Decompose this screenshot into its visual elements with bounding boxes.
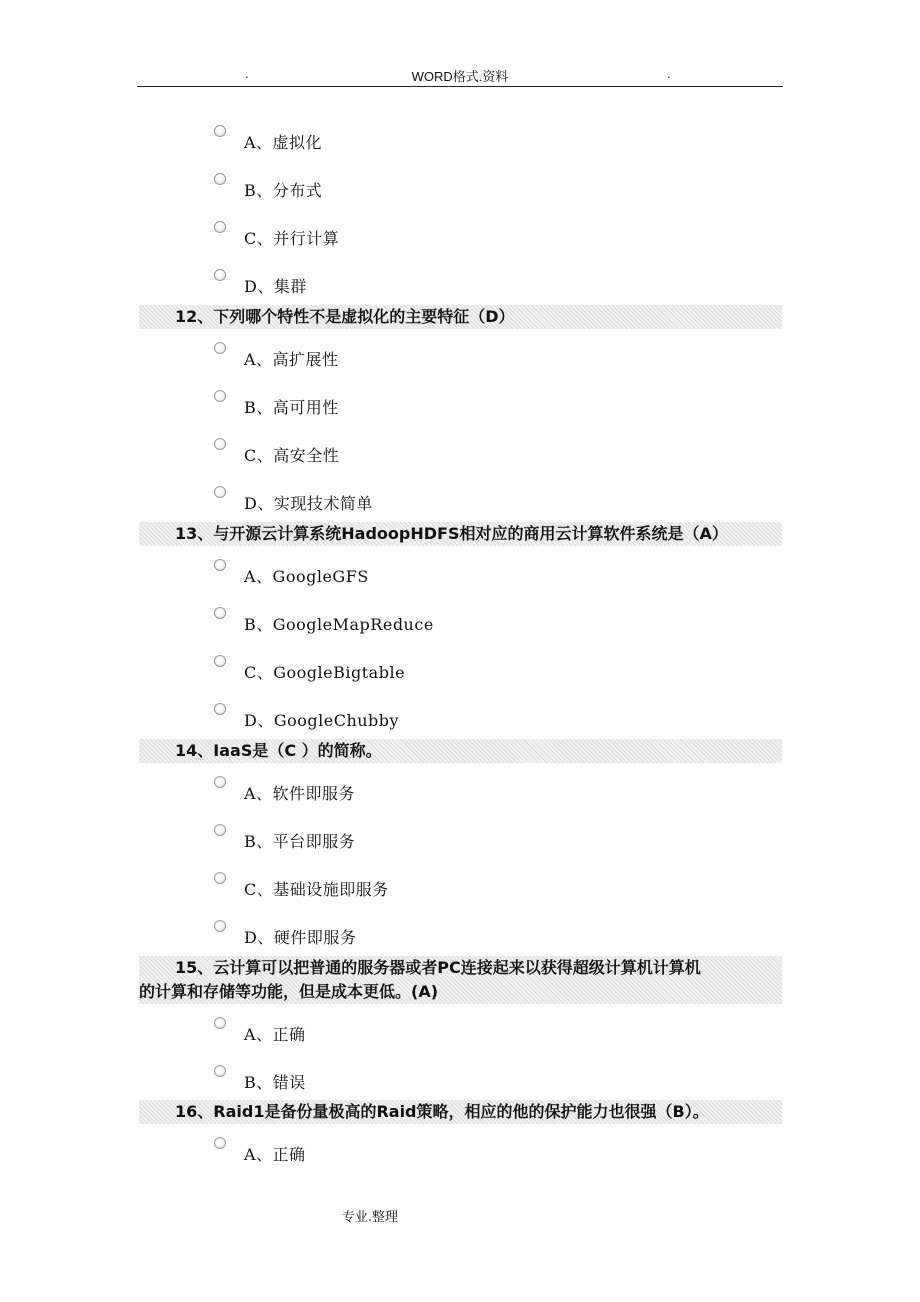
radio-icon[interactable] xyxy=(214,920,226,932)
radio-icon[interactable] xyxy=(214,1137,226,1149)
radio-icon[interactable] xyxy=(214,342,226,354)
q14-option-d[interactable] xyxy=(214,919,356,945)
question-13 xyxy=(139,522,782,546)
q11-option-a[interactable] xyxy=(214,124,322,150)
q12-option-b[interactable] xyxy=(214,389,339,415)
radio-icon[interactable] xyxy=(214,173,226,185)
option-label: D、GoogleChubby xyxy=(244,711,400,730)
q15-option-a[interactable] xyxy=(214,1016,306,1042)
option-label: A、高扩展性 xyxy=(244,350,339,369)
question-16 xyxy=(139,1100,782,1124)
question-text: 16、Raid1是备份量极高的Raid策略，相应的他的保护能力也很强（B）。 xyxy=(175,1102,709,1121)
q15-option-b[interactable] xyxy=(214,1064,306,1090)
option-label: A、GoogleGFS xyxy=(244,567,369,586)
q13-option-c[interactable] xyxy=(214,654,405,680)
option-label: D、硬件即服务 xyxy=(244,928,357,947)
radio-icon[interactable] xyxy=(214,486,226,498)
radio-icon[interactable] xyxy=(214,125,226,137)
option-label: C、基础设施即服务 xyxy=(244,880,389,899)
q13-option-b[interactable] xyxy=(214,606,434,632)
option-label: B、分布式 xyxy=(244,181,323,200)
option-label: C、GoogleBigtable xyxy=(244,663,406,682)
radio-icon[interactable] xyxy=(214,221,226,233)
question-12 xyxy=(139,305,782,329)
q14-option-a[interactable] xyxy=(214,775,355,801)
page-footer: 专业.整理 xyxy=(341,1210,399,1225)
q11-option-d[interactable] xyxy=(214,268,307,294)
radio-icon[interactable] xyxy=(214,655,226,667)
radio-icon[interactable] xyxy=(214,1017,226,1029)
q12-option-a[interactable] xyxy=(214,341,339,367)
q14-option-c[interactable] xyxy=(214,871,389,897)
option-label: A、虚拟化 xyxy=(244,133,323,152)
question-text: 14、IaaS是（C ）的简称。 xyxy=(175,741,382,760)
question-text: 13、与开源云计算系统HadoopHDFS相对应的商用云计算软件系统是（A） xyxy=(175,524,728,543)
option-label: B、GoogleMapReduce xyxy=(244,615,434,634)
radio-icon[interactable] xyxy=(214,703,226,715)
option-label: B、高可用性 xyxy=(244,398,339,417)
q13-option-a[interactable] xyxy=(214,558,369,584)
option-label: B、错误 xyxy=(244,1073,306,1092)
q11-option-c[interactable] xyxy=(214,220,339,246)
q16-option-a[interactable] xyxy=(214,1136,306,1162)
radio-icon[interactable] xyxy=(214,1065,226,1077)
option-label: A、软件即服务 xyxy=(244,784,356,803)
question-text: 12、下列哪个特性不是虚拟化的主要特征（D） xyxy=(175,307,515,326)
header-dot-right: . xyxy=(667,66,671,81)
radio-icon[interactable] xyxy=(214,438,226,450)
radio-icon[interactable] xyxy=(214,390,226,402)
option-label: B、平台即服务 xyxy=(244,832,356,851)
radio-icon[interactable] xyxy=(214,776,226,788)
q12-option-c[interactable] xyxy=(214,437,339,463)
radio-icon[interactable] xyxy=(214,872,226,884)
question-text-line-1: 15、云计算可以把普通的服务器或者PC连接起来以获得超级计算机计算机 xyxy=(175,958,701,977)
option-label: C、高安全性 xyxy=(244,446,340,465)
radio-icon[interactable] xyxy=(214,559,226,571)
question-14 xyxy=(139,739,782,763)
q12-option-d[interactable] xyxy=(214,485,373,511)
option-label: D、集群 xyxy=(244,277,307,296)
radio-icon[interactable] xyxy=(214,269,226,281)
radio-icon[interactable] xyxy=(214,607,226,619)
header-title: WORD格式.资料 xyxy=(411,69,509,84)
option-label: A、正确 xyxy=(244,1145,306,1164)
radio-icon[interactable] xyxy=(214,824,226,836)
q11-option-b[interactable] xyxy=(214,172,322,198)
q14-option-b[interactable] xyxy=(214,823,355,849)
question-15 xyxy=(139,956,782,1004)
option-label: A、正确 xyxy=(244,1025,306,1044)
option-label: D、实现技术简单 xyxy=(244,494,373,513)
option-label: C、并行计算 xyxy=(244,229,340,248)
q13-option-d[interactable] xyxy=(214,702,399,728)
page-header xyxy=(137,60,783,87)
question-text-line-2: 的计算和存储等功能，但是成本更低。(A) xyxy=(139,982,439,1001)
header-dot-left: . xyxy=(245,66,249,81)
